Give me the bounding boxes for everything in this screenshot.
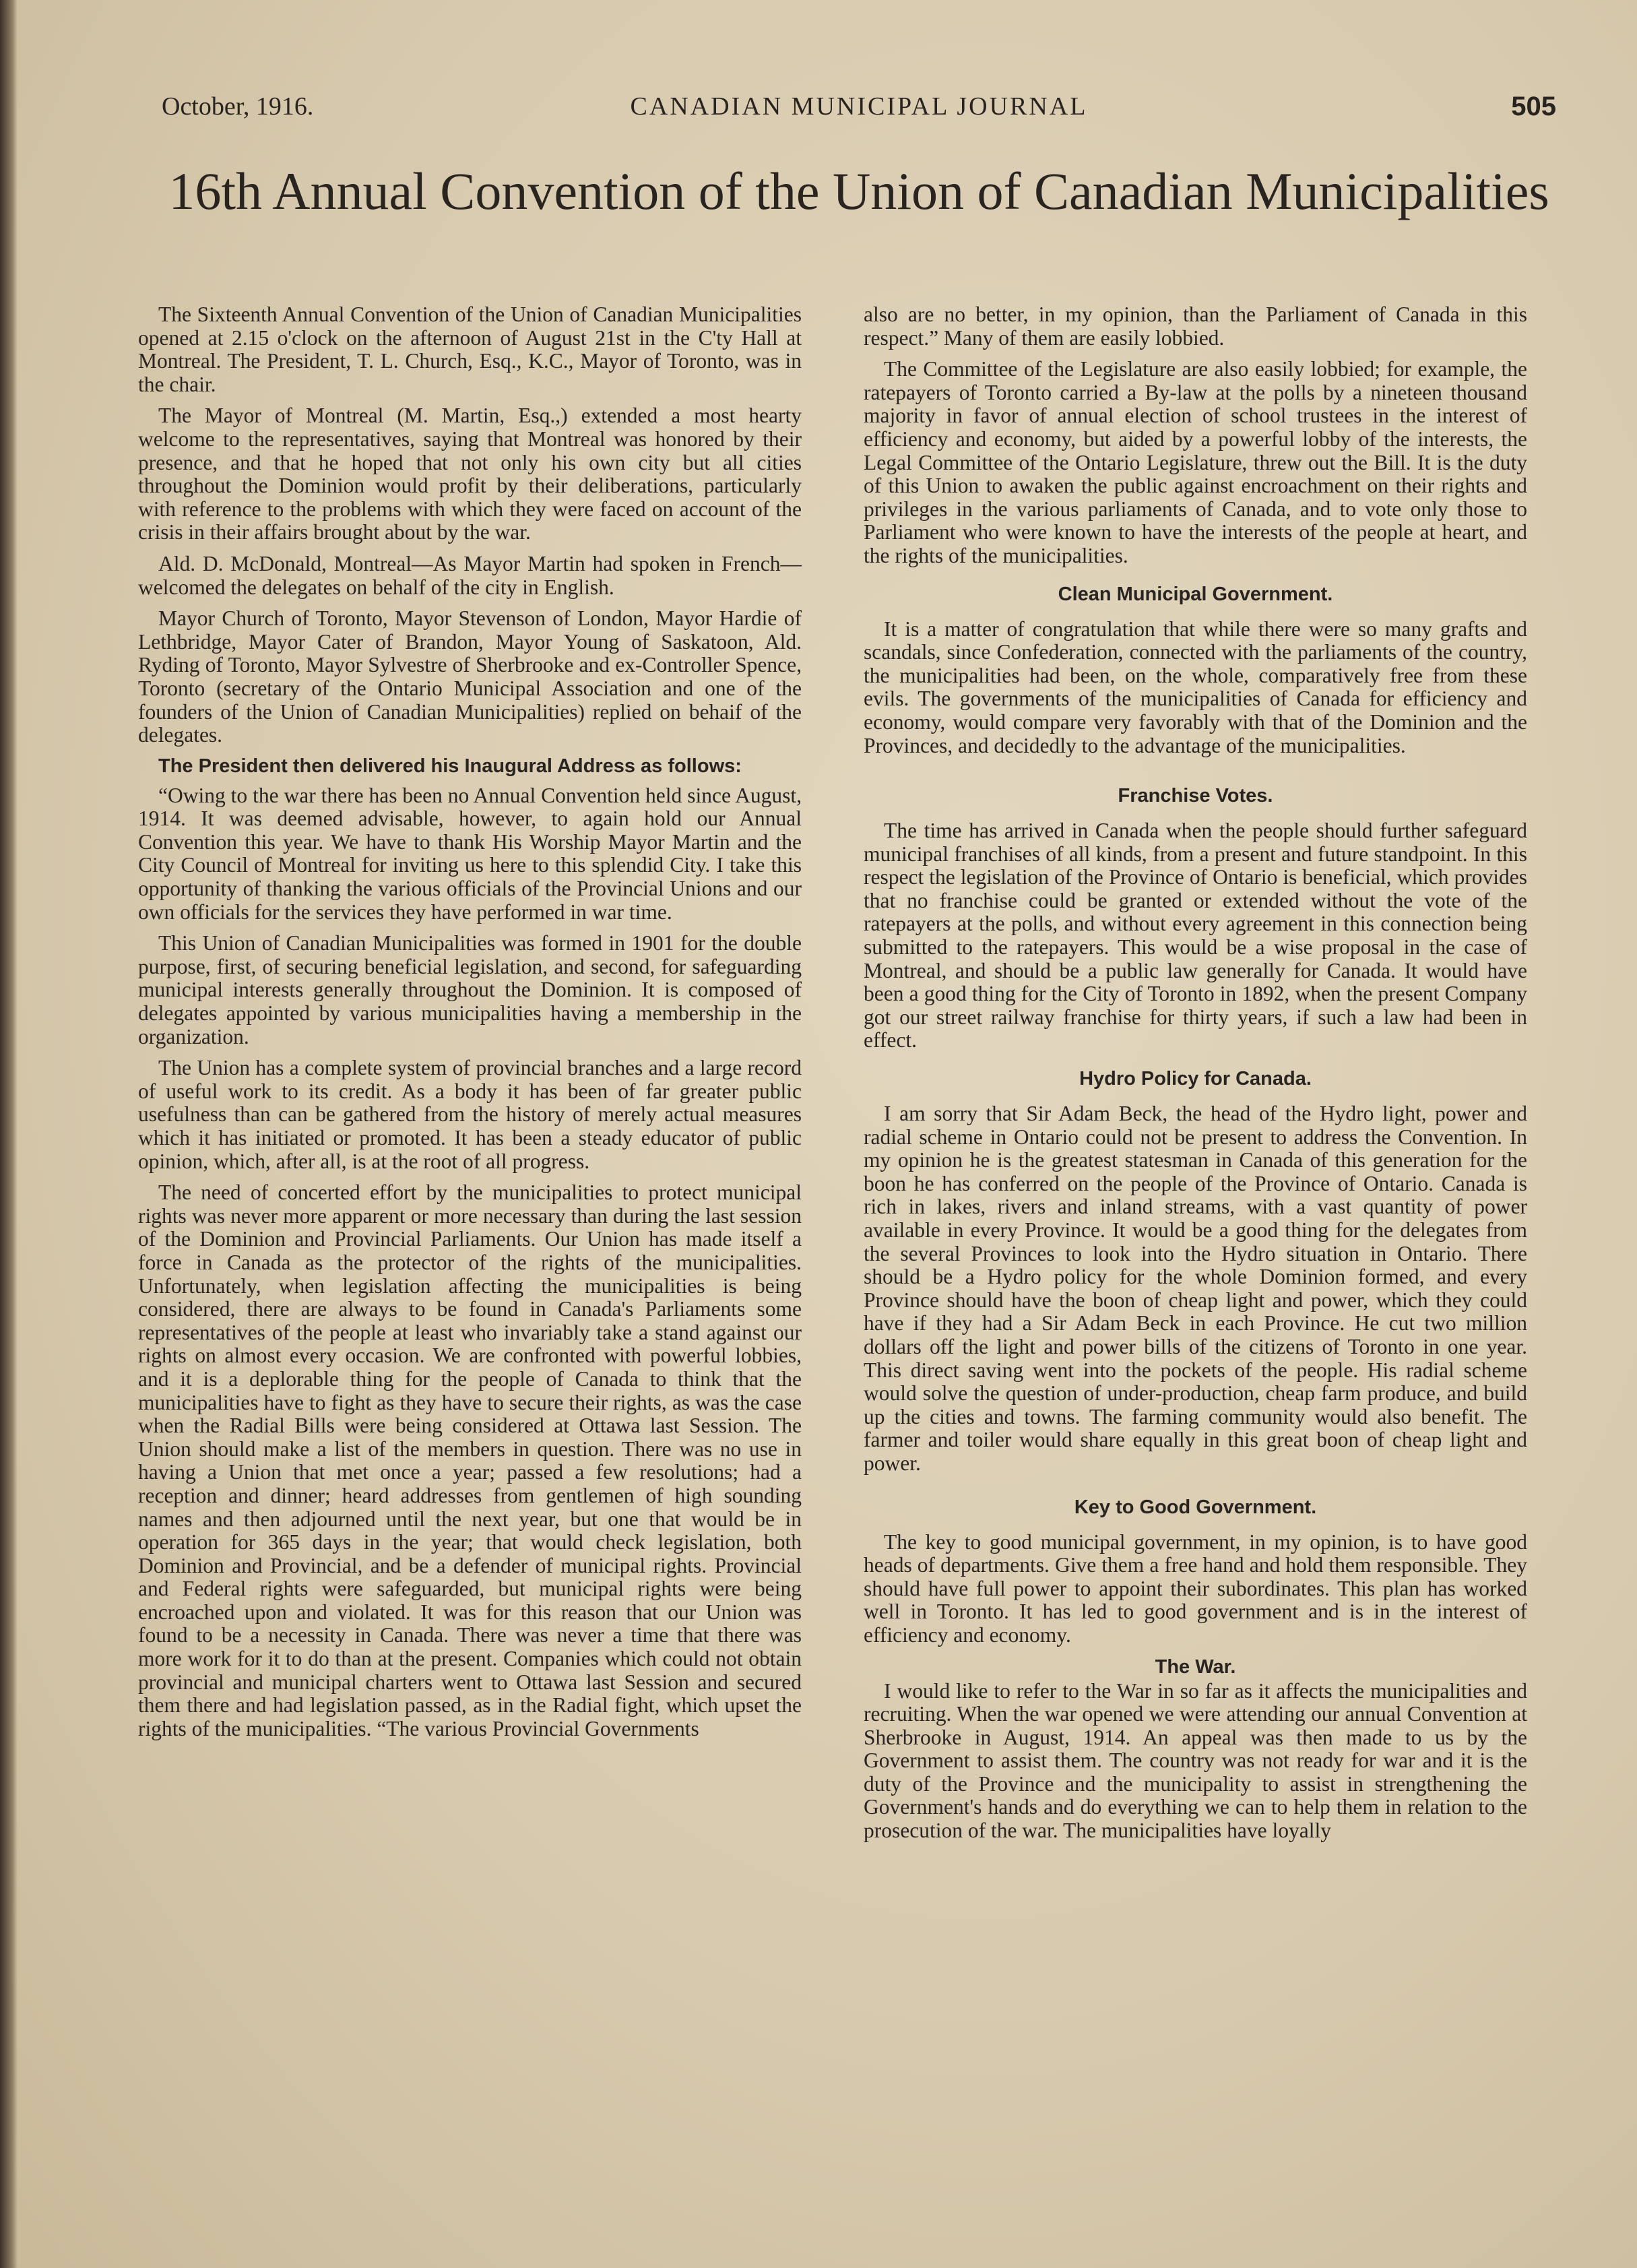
right-column [864,303,1527,1851]
paragraph: The time has arrived in Canada when the people should further safeguard municipal franchises of all kinds, from a present and future standpoint. In this respect the legislation of the Province of Ontario is beneficial, which provides that no franchise could be granted or extended without the vote of the ratepayers at the polls, and without every agreement in this connection being submitted to the ratepayers. This would be a wise proposal in the case of Montreal, and should be a public law generally for Canada. It would have been a good thing for the City of Toronto in 1892, when the present Company got our street railway franchise for thirty years, if such a law had been in effect. [864,819,1527,1052]
paragraph: It is a matter of congratulation that while there were so many grafts and scandals, since Confederation, connected with the parliaments of the country, the municipalities had been, on the whole, comparatively free from these evils. The governments of the municipalities of Canada for efficiency and economy, would compare very favorably with that of the Dominion and the Provinces, and decidedly to the advantage of the municipalities. [864,617,1527,757]
section-heading-clean-government: Clean Municipal Government. [1058,583,1333,605]
section-heading-hydro-policy: Hydro Policy for Canada. [1079,1068,1312,1090]
running-header [162,86,1556,127]
paragraph: This Union of Canadian Municipalities was formed in 1901 for the double purpose, first, of securing beneficial legislation, and second, for safeguarding municipal interests generally throughout the Dominion. It is composed of delegates appointed by various municipalities having a membership in the organization. [138,931,802,1048]
paragraph: The need of concerted effort by the municipalities to protect municipal rights was never more apparent or more necessary than during the last session of the Dominion and Provincial Parliaments. Our Union has made itself a force in Canada as the protector of the rights of the municipalities. Unfortunately, when legislation affecting the municipalities is being considered, there are always to be found in Canada's Parliaments some representatives of the people at least who invariably take a stand against our rights on almost every occasion. We are confronted with powerful lobbies, and it is a deplorable thing for the people of Canada to think that the municipalities have to fight as they have to secure their rights, as was the case when the Radial Bills were being considered at Ottawa last Session. The Union should make a list of the members in question. There was no use in having a Union that met once a year; passed a few resolutions; had a reception and dinner; heard addresses from gentlemen of high sounding names and then adjourned until the next year, but one that would be in operation for 365 days in the year; that would check legislation, both Dominion and Provincial, and be a defender of municipal rights. Provincial and Federal rights were safeguarded, but municipal rights were being encroached upon and violated. It was for this reason that our Union was found to be a necessity in Canada. There was never a time that there was more work for it to do than at the present. Companies which could not obtain provincial and municipal charters went to Ottawa last Session and secured them there and had legislation passed, as in the Radial fight, which upset the rights of the municipalities. “The various Provincial Governments [138,1180,802,1740]
section-heading-franchise-votes: Franchise Votes. [1118,785,1273,807]
paragraph: I would like to refer to the War in so far as it affects the municipalities and recruiting. When the war opened we were attending our annual Convention at Sherbrooke in August, 1914. An appeal was then made to us by the Government to assist them. The country was not ready for war and it is the duty of the Province and the municipality to assist in strengthening the Government's hands and do everything we can to help them in relation to the prosecution of the war. The municipalities have loyally [864,1678,1527,1843]
paragraph: The Mayor of Montreal (M. Martin, Esq.,) extended a most hearty welcome to the representatives, saying that Montreal was honored by their presence, and that he hoped that not only his own city but all cities throughout the Dominion would profit by their deliberations, particularly with reference to the problems with which they were faced on account of the crisis in their affairs brought about by the war. [138,404,802,544]
left-column [138,303,802,1749]
paragraph: The Union has a complete system of provincial branches and a large record of useful work to its credit. As a body it has been of far greater public usefulness than can be gathered from the history of merely actual measures which it has initiated or promoted. It has been a steady educator of public opinion, which, after all, is at the root of all progress. [138,1056,802,1173]
paragraph: The Committee of the Legislature are also easily lobbied; for example, the ratepayers of Toronto carried a By-law at the polls by a nineteen thousand majority in favor of annual election of school trustees in the interest of efficiency and economy, but aided by a powerful lobby of the interests, the Legal Committee of the Ontario Legislature, threw out the Bill. It is the duty of this Union to awaken the public against encroachment on their rights and privileges in the various parliaments of Canada, and to vote only those to Parliament who were known to have the interests of the people at heart, and the rights of the municipalities. [864,357,1527,567]
paragraph: The Sixteenth Annual Convention of the Union of Canadian Municipalities opened at 2.15 o'clock on the afternoon of August 21st in the C'ty Hall at Montreal. The President, T. L. Church, Esq., K.C., Mayor of Toronto, was in the chair. [138,303,802,396]
paragraph: Ald. D. McDonald, Montreal—As Mayor Martin had spoken in French—welcomed the delegates on behalf of the city in English. [138,551,802,599]
paragraph: Mayor Church of Toronto, Mayor Stevenson of London, Mayor Hardie of Lethbridge, Mayor Cater of Brandon, Mayor Young of Saskatoon, Ald. Ryding of Toronto, Mayor Sylvestre of Sherbrooke and ex-Controller Spence, Toronto (secretary of the Ontario Municipal Association and one of the founders of the Union of Canadian Municipalities) replied on behaif of the delegates. [138,606,802,747]
article-title: 16th Annual Convention of the Union of Canadian Municipalities [168,162,1549,220]
paragraph-continued: also are no better, in my opinion, than the Parliament of Canada in this respect.” Many of them are easily lobbied. [864,303,1527,350]
page-number: 505 [1511,92,1556,121]
page-binding-edge [0,0,18,2268]
section-heading-good-government: Key to Good Government. [1074,1496,1317,1518]
paragraph: The key to good municipal government, in my opinion, is to have good heads of departments. Give them a free hand and hold them responsible. They should have full power to appoint their subordinates. This plan has worked well in Toronto. It has led to good government and is in the interest of efficiency and economy. [864,1530,1527,1647]
issue-date: October, 1916. [162,92,314,121]
lead-in-heading: The President then delivered his Inaugural Address as follows: [158,755,742,777]
section-heading-the-war: The War. [1155,1656,1236,1678]
paragraph: I am sorry that Sir Adam Beck, the head of the Hydro light, power and radial scheme in Ontario could not be present to address the Convention. In my opinion he is the greatest statesman in Canada of this generation for the boon he has conferred on the people of the Province of Ontario. Canada is rich in lakes, rivers and inland streams, with a vast quantity of power available in every Province. It would be a good thing for the delegates from the several Provinces to look into the Hydro situation in Ontario. There should be a Hydro policy for the whole Dominion formed, and every Province should have the boon of cheap light and power, which they could have if they had a Sir Adam Beck in each Province. He cut two million dollars off the light and power bills of the citizens of Toronto in one year. This direct saving went into the pockets of the people. His radial scheme would solve the question of under-production, cheap farm produce, and build up the cities and towns. The farming community would also benefit. The farmer and toiler would share equally in this great boon of cheap light and power. [864,1102,1527,1475]
journal-name: CANADIAN MUNICIPAL JOURNAL [630,92,1088,121]
paragraph: “Owing to the war there has been no Annual Convention held since August, 1914. It was deemed advisable, however, to again hold our Annual Convention this year. We have to thank His Worship Mayor Martin and the City Council of Montreal for inviting us here to this splendid City. I take this opportunity of thanking the various officials of the Provincial Unions and our own officials for the services they have performed in war time. [138,783,802,924]
